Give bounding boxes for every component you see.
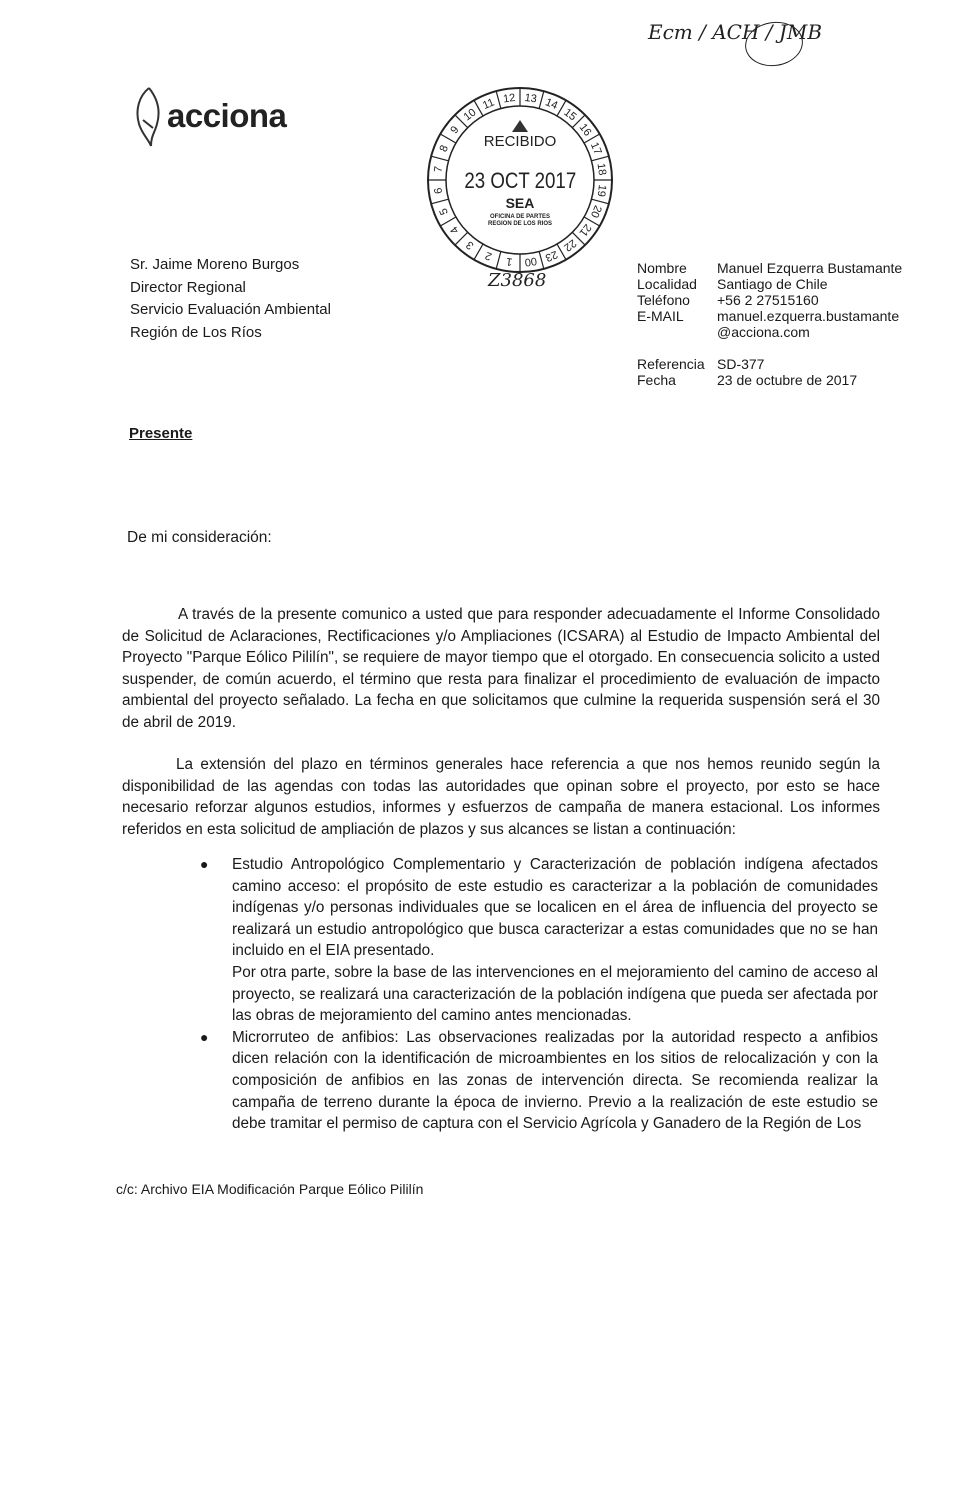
acciona-logo xyxy=(133,84,286,148)
bullet-icon: ● xyxy=(200,856,209,872)
stamp-hour-label: 12 xyxy=(502,91,517,106)
info-value: Santiago de Chile xyxy=(717,276,828,292)
stamp-hour-label: 23 xyxy=(543,247,560,264)
paragraph-1: A través de la presente comunico a usted que para responder adecuadamente el Informe Consolidado de Solicitud de Aclaraciones, Rectificaciones y/o Ampliaciones (ICSARA) al Estudio de Impacto Ambiental del Proyecto "Parque Eólico Pililín", se requiere de mayor tiempo que el otorgado. En consecuencia solicito a usted suspender, de común acuerdo, el término que resta para finalizar el procedimiento de evaluación de impacto ambiental del proyecto señalado. La fecha en que solicitamos que culmine la requerida suspensión será el 30 de abril de 2019. xyxy=(122,606,880,731)
recipient-title: Director Regional xyxy=(130,278,246,296)
info-label: E-MAIL xyxy=(637,308,684,324)
stamp-hour-label: 17 xyxy=(587,140,604,157)
stamp-hour-label: 1 xyxy=(505,254,514,268)
stamp-ring-divider xyxy=(431,156,448,161)
stamp-hour-label: 11 xyxy=(481,96,497,112)
recipient-org: Servicio Evaluación Ambiental xyxy=(130,301,331,318)
info-label: Nombre xyxy=(637,260,687,276)
stamp-hour-label: 5 xyxy=(437,206,451,217)
reference-value: SD-377 xyxy=(717,356,765,372)
list-item xyxy=(200,854,878,1027)
stamp-hour-label: 15 xyxy=(561,106,579,124)
stamp-hour-label: 14 xyxy=(543,96,560,113)
stamp-hour-label: 00 xyxy=(523,254,538,269)
stamp-triangle-icon xyxy=(512,120,528,132)
presente-heading: Presente xyxy=(129,425,193,442)
handwritten-note: Ecm / ACH / JMB xyxy=(648,20,823,44)
stamp-date: 23 OCT 2017 xyxy=(464,169,577,194)
carbon-copy: c/c: Archivo EIA Modificación Parque Eólico Pililín xyxy=(116,1181,424,1197)
info-label: Localidad xyxy=(637,276,697,292)
stamp-ring-divider xyxy=(539,251,544,268)
info-value: Manuel Ezquerra Bustamante xyxy=(717,260,903,276)
stamp-hour-label: 7 xyxy=(432,165,446,174)
bullet-text: Microrruteo de anfibios: Las observaciones realizadas por la autoridad respecto a anfibios dicen relación con la identificación de microambientes en los sitios de relocalización y con la composición de anfibios en las zonas de intervención directa. Se recomienda realizar la campaña de terreno durante la época de invierno. Previo a la realización de este estudio se debe tramitar el permiso de captura con el Servicio Agrícola y Ganadero de la Región de Los xyxy=(232,1028,878,1133)
bullet-icon: ● xyxy=(200,1028,209,1045)
stamp-hour-label: 4 xyxy=(448,223,462,237)
salutation: De mi consideración: xyxy=(127,529,272,546)
stamp-ring-divider xyxy=(431,199,448,204)
stamp-ring-divider xyxy=(455,232,468,245)
stamp-office-line2: REGION DE LOS RIOS xyxy=(487,221,553,227)
stamp-hour-label: 20 xyxy=(587,203,604,220)
recipient-block xyxy=(130,254,331,344)
stamp-hour-label: 18 xyxy=(594,162,609,177)
logo-text: acciona xyxy=(167,97,287,134)
received-stamp xyxy=(420,80,620,280)
bullet-text-continued: Por otra parte, sobre la base de las intervenciones en el mejoramiento del camino de acceso al proyecto, se realizará una caracterización de la población indígena que pueda ser afectada por las obras de mejoramiento del camino antes mencionadas. xyxy=(232,963,878,1025)
stamp-ring-divider xyxy=(474,244,483,260)
stamp-hour-label: 9 xyxy=(448,123,462,137)
stamp-hour-label: 21 xyxy=(576,221,594,239)
stamp-ring-divider xyxy=(591,156,608,161)
stamp-ring-divider xyxy=(440,134,456,143)
stamp-hour-label: 6 xyxy=(432,186,446,195)
stamp-ring-divider xyxy=(496,91,501,108)
stamp-hour-label: 3 xyxy=(463,238,477,252)
stamp-hour-label: 10 xyxy=(461,106,479,124)
stamp-hour-label: 19 xyxy=(594,183,609,198)
stamp-hour-label: 22 xyxy=(561,236,579,254)
bullet-text: Estudio Antropológico Complementario y Caracterización de población indígena afectados camino acceso: el propósito de este estudio es caracterizar a la población de comunidades indígenas y/o personas individuales que se localicen en el área de influencia del proyecto se realizará un estudio antropológico que busca caracterizar a estas comunidades que no se han incluido en el EIA presentado. xyxy=(232,856,878,960)
sender-info-block xyxy=(637,260,917,388)
stamp-org: SEA xyxy=(505,195,535,211)
stamp-hour-label: 2 xyxy=(483,249,494,263)
reference-label: Referencia xyxy=(637,356,705,372)
info-value: +56 2 27515160 xyxy=(717,292,819,308)
acciona-leaf-icon xyxy=(133,84,165,148)
recipient-name: Sr. Jaime Moreno Burgos xyxy=(130,256,300,273)
bullet-list xyxy=(200,854,878,1135)
stamp-office-line1: OFICINA DE PARTES xyxy=(489,214,551,220)
info-label: Teléfono xyxy=(637,292,690,308)
stamp-ring-divider xyxy=(496,251,501,268)
stamp-hour-label: 16 xyxy=(576,121,594,139)
date-value: 23 de octubre de 2017 xyxy=(717,372,858,388)
info-value: manuel.ezquerra.bustamante @acciona.com xyxy=(717,308,900,340)
recipient-region: Región de Los Ríos xyxy=(130,323,262,341)
paragraph-2: La extensión del plazo en términos generales hace referencia a que nos hemos reunido según la disponibilidad de las agendas con todas las autoridades que opinan sobre el proyecto, por esto se hace necesario reforzar algunos estudios, informes y esfuerzos de campaña de manera estacional. Los informes referidos en esta solicitud de ampliación de plazos y sus alcances se listan a continuación: xyxy=(122,756,880,838)
stamp-title: RECIBIDO xyxy=(483,133,557,150)
stamp-hour-label: 13 xyxy=(523,91,538,106)
stamp-hour-label: 8 xyxy=(437,143,451,154)
list-item xyxy=(200,1027,878,1135)
stamp-ring-divider xyxy=(440,217,456,226)
date-label: Fecha xyxy=(637,372,676,388)
stamp-number: Z3868 xyxy=(488,270,547,291)
